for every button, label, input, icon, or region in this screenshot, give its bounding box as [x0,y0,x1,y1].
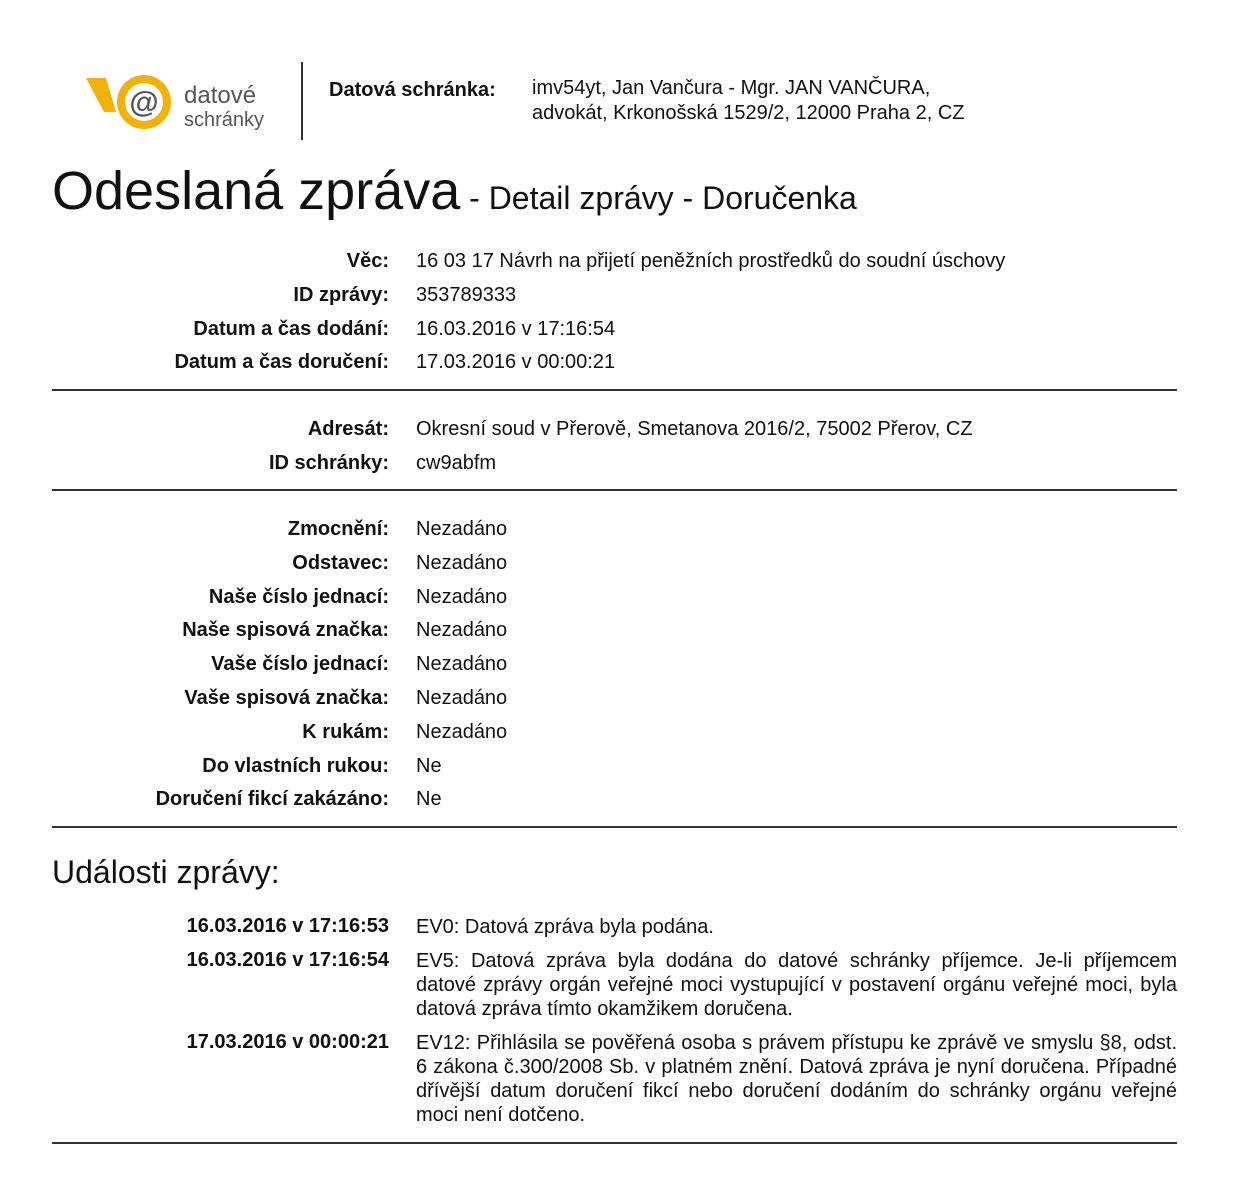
field-label: Datum a čas dodání: [193,317,389,340]
field-value: 17.03.2016 v 00:00:21 [416,351,616,374]
divider [52,1142,1177,1144]
events-heading: Události zprávy: [52,854,280,890]
field-label: Vaše spisová značka: [184,686,389,709]
field-label: K rukám: [302,720,389,743]
event-text: EV12: Přihlásila se pověřená osoba s právem přístupu ke zprávě ve smyslu §8, odst. 6 zákona č.300/2008 Sb. v platném znění. Datová zpráva je nyní doručena. Případné dřívější datum doručení fikcí nebo doručení dodáním do schránky orgánu veřejné moci není dotčeno. [416,1032,1177,1126]
event-text: EV0: Datová zpráva byla podána. [416,916,714,938]
field-value: Nezadáno [416,653,508,676]
field-label: Zmocnění: [287,518,389,540]
field-row [52,448,1177,482]
field-row [52,615,1177,649]
logo-word1: datové [184,82,257,109]
databox-label: Datová schránka: [329,79,496,101]
field-label: Naše číslo jednací: [208,585,389,608]
field-row [52,649,1177,683]
field-value: Nezadáno [416,585,508,608]
field-row [52,514,1177,548]
event-item [52,1031,1177,1127]
field-value: Nezadáno [416,686,508,709]
event-text: EV5: Datová zpráva byla dodána do datové schránky příjemce. Je-li příjemcem datové zprávy orgán veřejné moci vystupující v postavení orgánu veřejné moci, byla datová zpráva tímto okamžikem doručena. [416,950,1177,1020]
field-label: Do vlastních rukou: [202,754,389,777]
field-label: Věc: [346,250,389,272]
field-value: Ne [416,754,442,777]
field-value: 16.03.2016 v 17:16:54 [416,317,616,340]
page-title [52,160,857,222]
field-label: Datum a čas doručení: [174,351,389,374]
databox-value-line1: imv54yt, Jan Vančura - Mgr. JAN VANČURA, [532,77,931,99]
field-label: Doručení fikcí zakázáno: [155,788,389,811]
field-value: Nezadáno [416,518,508,540]
field-row [52,246,1177,280]
field-value: 353789333 [416,283,517,306]
field-value: Ne [416,788,442,811]
field-row [52,347,1177,381]
svg-text:@: @ [129,86,159,119]
event-item [52,915,1177,939]
field-value: Nezadáno [416,619,508,642]
field-value: 16 03 17 Návrh na přijetí peněžních prostředků do soudní úschovy [416,250,1006,272]
field-label: Odstavec: [292,551,389,574]
event-time: 16.03.2016 v 17:16:54 [186,949,389,971]
field-row [52,717,1177,751]
events-list [52,915,1177,1137]
header-divider [301,62,303,140]
message-info-section [52,246,1177,381]
field-label: ID schránky: [268,451,389,474]
header [84,62,1044,142]
page-title-sub: - Detail zprávy - Doručenka [460,180,857,216]
field-label: ID zprávy: [293,283,389,306]
databox-value [532,76,1032,126]
databox-value-line2: advokát, Krkonošská 1529/2, 12000 Praha 2, CZ [532,102,965,124]
field-row [52,683,1177,717]
field-value: Nezadáno [416,720,508,743]
event-time: 16.03.2016 v 17:16:53 [186,915,389,937]
field-row [52,280,1177,314]
event-item [52,949,1177,1021]
logo-word2: schránky [184,109,265,131]
details-section [52,514,1177,818]
field-value: cw9abfm [416,451,497,474]
field-row [52,751,1177,785]
recipient-section [52,414,1177,482]
field-row [52,582,1177,616]
page-title-main: Odeslaná zpráva [52,161,461,221]
field-row [52,314,1177,348]
divider [52,489,1177,491]
datove-schranky-logo [84,68,280,132]
field-label: Naše spisová značka: [182,619,389,642]
field-row [52,784,1177,818]
event-time: 17.03.2016 v 00:00:21 [186,1031,389,1053]
divider [52,826,1177,828]
field-value: Nezadáno [416,551,508,574]
divider [52,389,1177,391]
field-row [52,548,1177,582]
field-label: Adresát: [307,418,389,440]
field-row [52,414,1177,448]
field-label: Vaše číslo jednací: [211,653,389,676]
field-value: Okresní soud v Přerově, Smetanova 2016/2, 75002 Přerov, CZ [416,418,973,440]
